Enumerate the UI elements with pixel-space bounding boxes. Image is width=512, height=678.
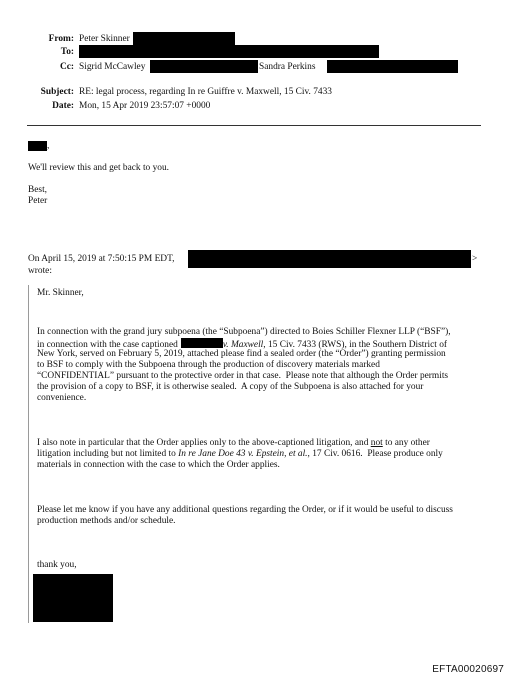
from-label: From: <box>48 34 74 44</box>
date-value: Mon, 15 Apr 2019 23:57:07 +0000 <box>79 101 211 111</box>
cc-value-2: Sandra Perkins <box>259 62 316 72</box>
p2-l2-pre: litigation including but not limited to <box>37 449 179 459</box>
cc-value-1: Sigrid McCawley <box>79 62 146 72</box>
reply-line: We'll review this and get back to you. <box>28 163 169 173</box>
redaction-greeting <box>28 141 50 151</box>
from-value: Peter Skinner <box>79 34 130 44</box>
redaction-signature <box>33 574 113 622</box>
paragraph-2-line-3: materials in connection with the case to which the Order applies. <box>37 460 280 470</box>
greeting-comma: , <box>47 141 50 151</box>
quoted-intro-suffix: > <box>472 254 478 264</box>
paragraph-1-line-7: convenience. <box>37 393 87 403</box>
p2-l1-pre: I also note in particular that the Order applies only to the above-captioned litigation, and <box>37 438 371 448</box>
quoted-wrote: wrote: <box>28 266 52 276</box>
quote-bar <box>28 285 29 623</box>
paragraph-1-line-3: New York, served on February 5, 2019, attached please find a sealed order (the “Order”) granting permission <box>37 349 446 359</box>
subject-label: Subject: <box>40 87 74 97</box>
header-divider <box>27 125 481 126</box>
p1-l2-post: , 15 Civ. 7433 (RWS), in the Southern District of <box>263 340 448 350</box>
to-label: To: <box>60 47 74 57</box>
p2-l1-underline: not <box>370 438 383 448</box>
p2-l1-post: to any other <box>382 438 430 448</box>
p1-l2-pre: in connection with the case captioned <box>37 340 178 350</box>
paragraph-1-line-5: “CONFIDENTIAL” pursuant to the protective order in that case. Please note that although the Order permits <box>37 371 449 381</box>
subject-value: RE: legal process, regarding In re Guiffre v. Maxwell, 15 Civ. 7433 <box>79 87 332 97</box>
redaction-cc-1 <box>150 60 258 73</box>
closing: thank you, <box>37 560 77 570</box>
redaction-sender <box>188 250 471 268</box>
paragraph-2-line-2 <box>37 449 443 460</box>
salutation: Mr. Skinner, <box>37 288 84 298</box>
redaction-to <box>79 45 379 58</box>
document-id: EFTA00020697 <box>432 664 504 675</box>
p2-l2-post: , 17 Civ. 0616. Please produce only <box>307 449 443 459</box>
p2-l2-italic: In re Jane Doe 43 v. Epstein, et al. <box>178 449 308 459</box>
reply-signoff: Best, <box>28 185 48 195</box>
reply-name: Peter <box>28 196 48 206</box>
date-label: Date: <box>52 101 74 111</box>
paragraph-2-line-1 <box>37 438 430 449</box>
redaction-caption <box>181 338 223 348</box>
paragraph-1-line-4: to BSF to comply with the Subpoena through the production of discovery materials marked <box>37 360 380 370</box>
p1-l2-italic: v. Maxwell <box>222 340 264 350</box>
redaction-from <box>133 32 235 45</box>
redaction-cc-2 <box>327 60 458 73</box>
paragraph-3-line-1: Please let me know if you have any additional questions regarding the Order, or if it would be useful to discuss <box>37 505 453 515</box>
cc-label: Cc: <box>59 62 74 72</box>
paragraph-1-line-1: In connection with the grand jury subpoena (the “Subpoena”) directed to Boies Schiller Flexner LLP (“BSF”), <box>37 327 451 337</box>
paragraph-3-line-2: production methods and/or schedule. <box>37 516 176 526</box>
paragraph-1-line-6: the provision of a copy to BSF, it is otherwise sealed. A copy of the Subpoena is also attached for your <box>37 382 424 392</box>
quoted-intro: On April 15, 2019 at 7:50:15 PM EDT, <box>28 254 175 264</box>
